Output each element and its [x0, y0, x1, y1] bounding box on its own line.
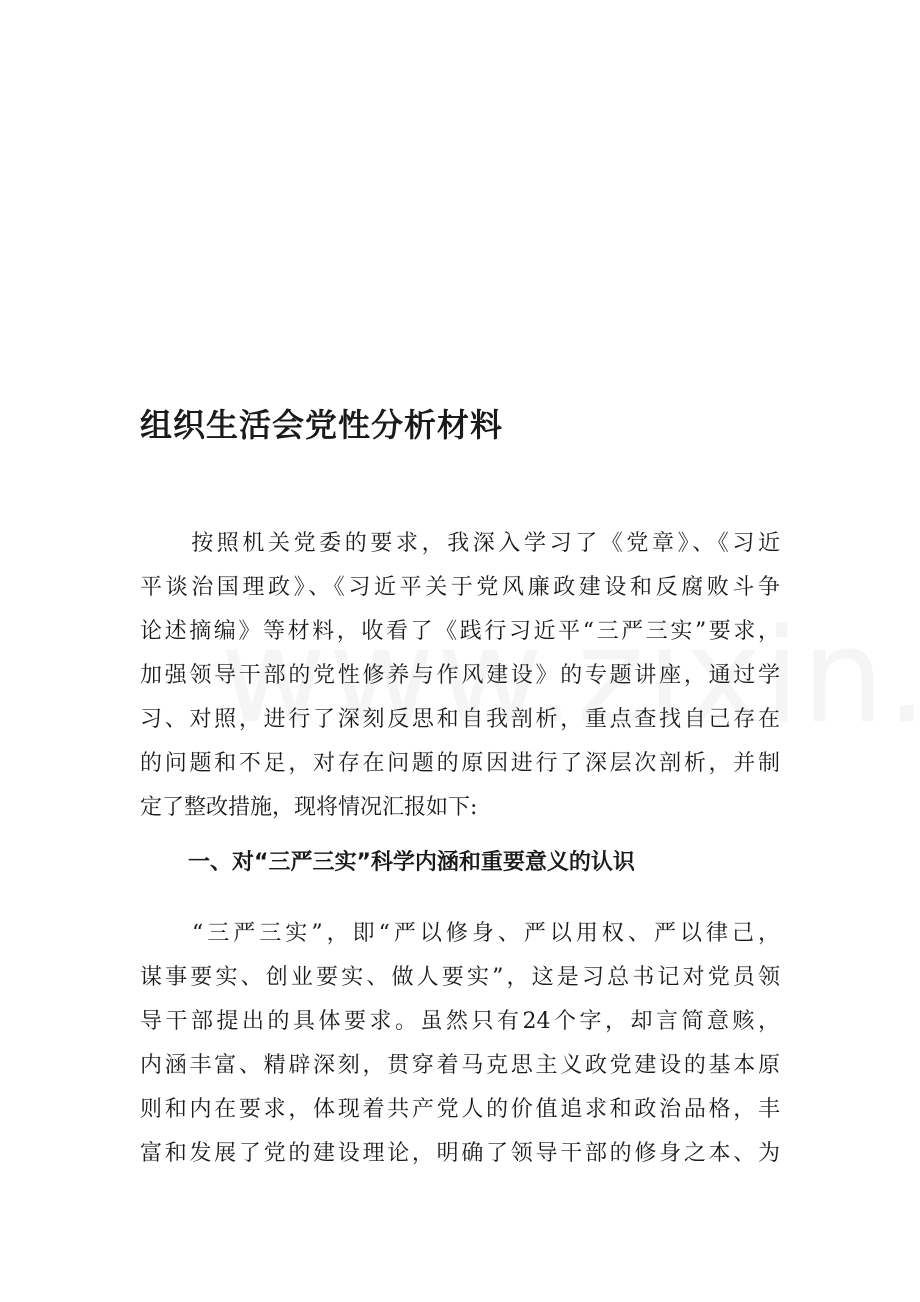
paragraph-line: 平谈治国理政》、《习近平关于党风廉政建设和反腐败斗争 [140, 575, 780, 600]
intro-paragraph [140, 522, 780, 830]
paragraph-line: 习、对照，进行了深刻反思和自我剖析，重点查找自己存在 [140, 707, 780, 732]
paragraph-line: 定了整改措施，现将情况汇报如下: [140, 795, 478, 820]
paragraph-line: 的问题和不足，对存在问题的原因进行了深层次剖析，并制 [140, 751, 780, 776]
paragraph-line: “三严三实”，即“严以修身、严以用权、严以律己， [140, 921, 780, 946]
paragraph-line: 富和发展了党的建设理论，明确了领导干部的修身之本、为 [140, 1141, 780, 1166]
paragraph-line: 按照机关党委的要求，我深入学习了《党章》、《习近 [140, 531, 780, 556]
paragraph-line: 导干部提出的具体要求。虽然只有24个字，却言简意赅， [140, 1009, 780, 1034]
paragraph-line: 谋事要实、创业要实、做人要实”，这是习总书记对党员领 [140, 965, 780, 990]
paragraph-line: 则和内在要求，体现着共产党人的价值追求和政治品格，丰 [140, 1097, 780, 1122]
paragraph-line: 加强领导干部的党性修养与作风建设》的专题讲座，通过学 [140, 663, 780, 688]
paragraph-line: 论述摘编》等材料，收看了《践行习近平“三严三实”要求， [140, 619, 780, 644]
document-title: 组织生活会党性分析材料 [140, 406, 504, 444]
section-heading: 一、对“三严三实”科学内涵和重要意义的认识 [188, 850, 635, 875]
section-paragraph [140, 912, 780, 1176]
paragraph-line: 内涵丰富、精辟深刻，贯穿着马克思主义政党建设的基本原 [140, 1053, 780, 1078]
